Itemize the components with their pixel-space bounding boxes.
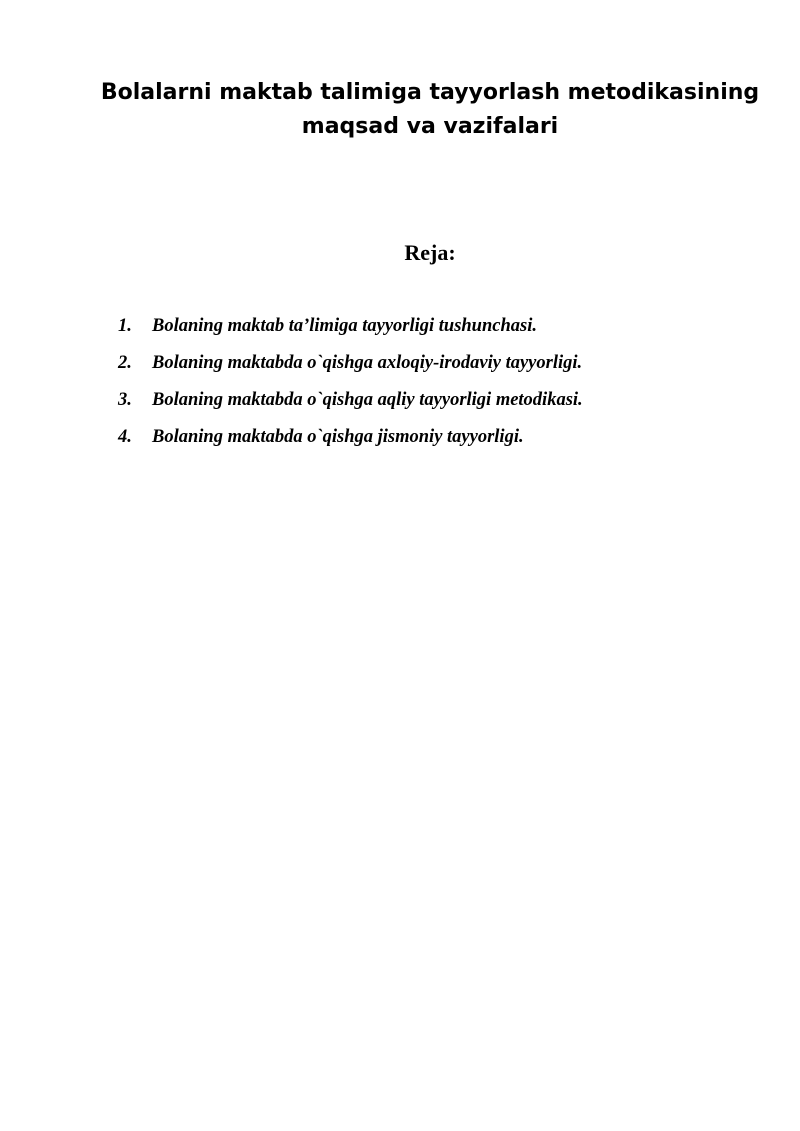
plan-item <box>118 422 758 459</box>
plan-item-text: Bolaning maktabda o`qishga axloqiy-irodaviy tayyorligi. <box>152 353 583 373</box>
plan-item <box>118 311 758 348</box>
plan-item-number: 4. <box>118 427 132 447</box>
plan-item-text: Bolaning maktabda o`qishga aqliy tayyorligi metodikasi. <box>152 390 583 410</box>
plan-item-text: Bolaning maktabda o`qishga jismoniy tayyorligi. <box>152 427 524 447</box>
plan-item-number: 1. <box>118 316 132 336</box>
plan-item-number: 3. <box>118 390 132 410</box>
plan-item <box>118 348 758 385</box>
document-title: Bolalarni maktab talimiga tayyorlash metodikasining maqsad va vazifalari <box>100 80 760 139</box>
plan-item-number: 2. <box>118 353 132 373</box>
plan-item <box>118 385 758 422</box>
plan-heading: Reja: <box>404 240 456 265</box>
plan-item-text: Bolaning maktab ta’limiga tayyorligi tushunchasi. <box>152 316 537 336</box>
plan-list <box>118 311 758 459</box>
